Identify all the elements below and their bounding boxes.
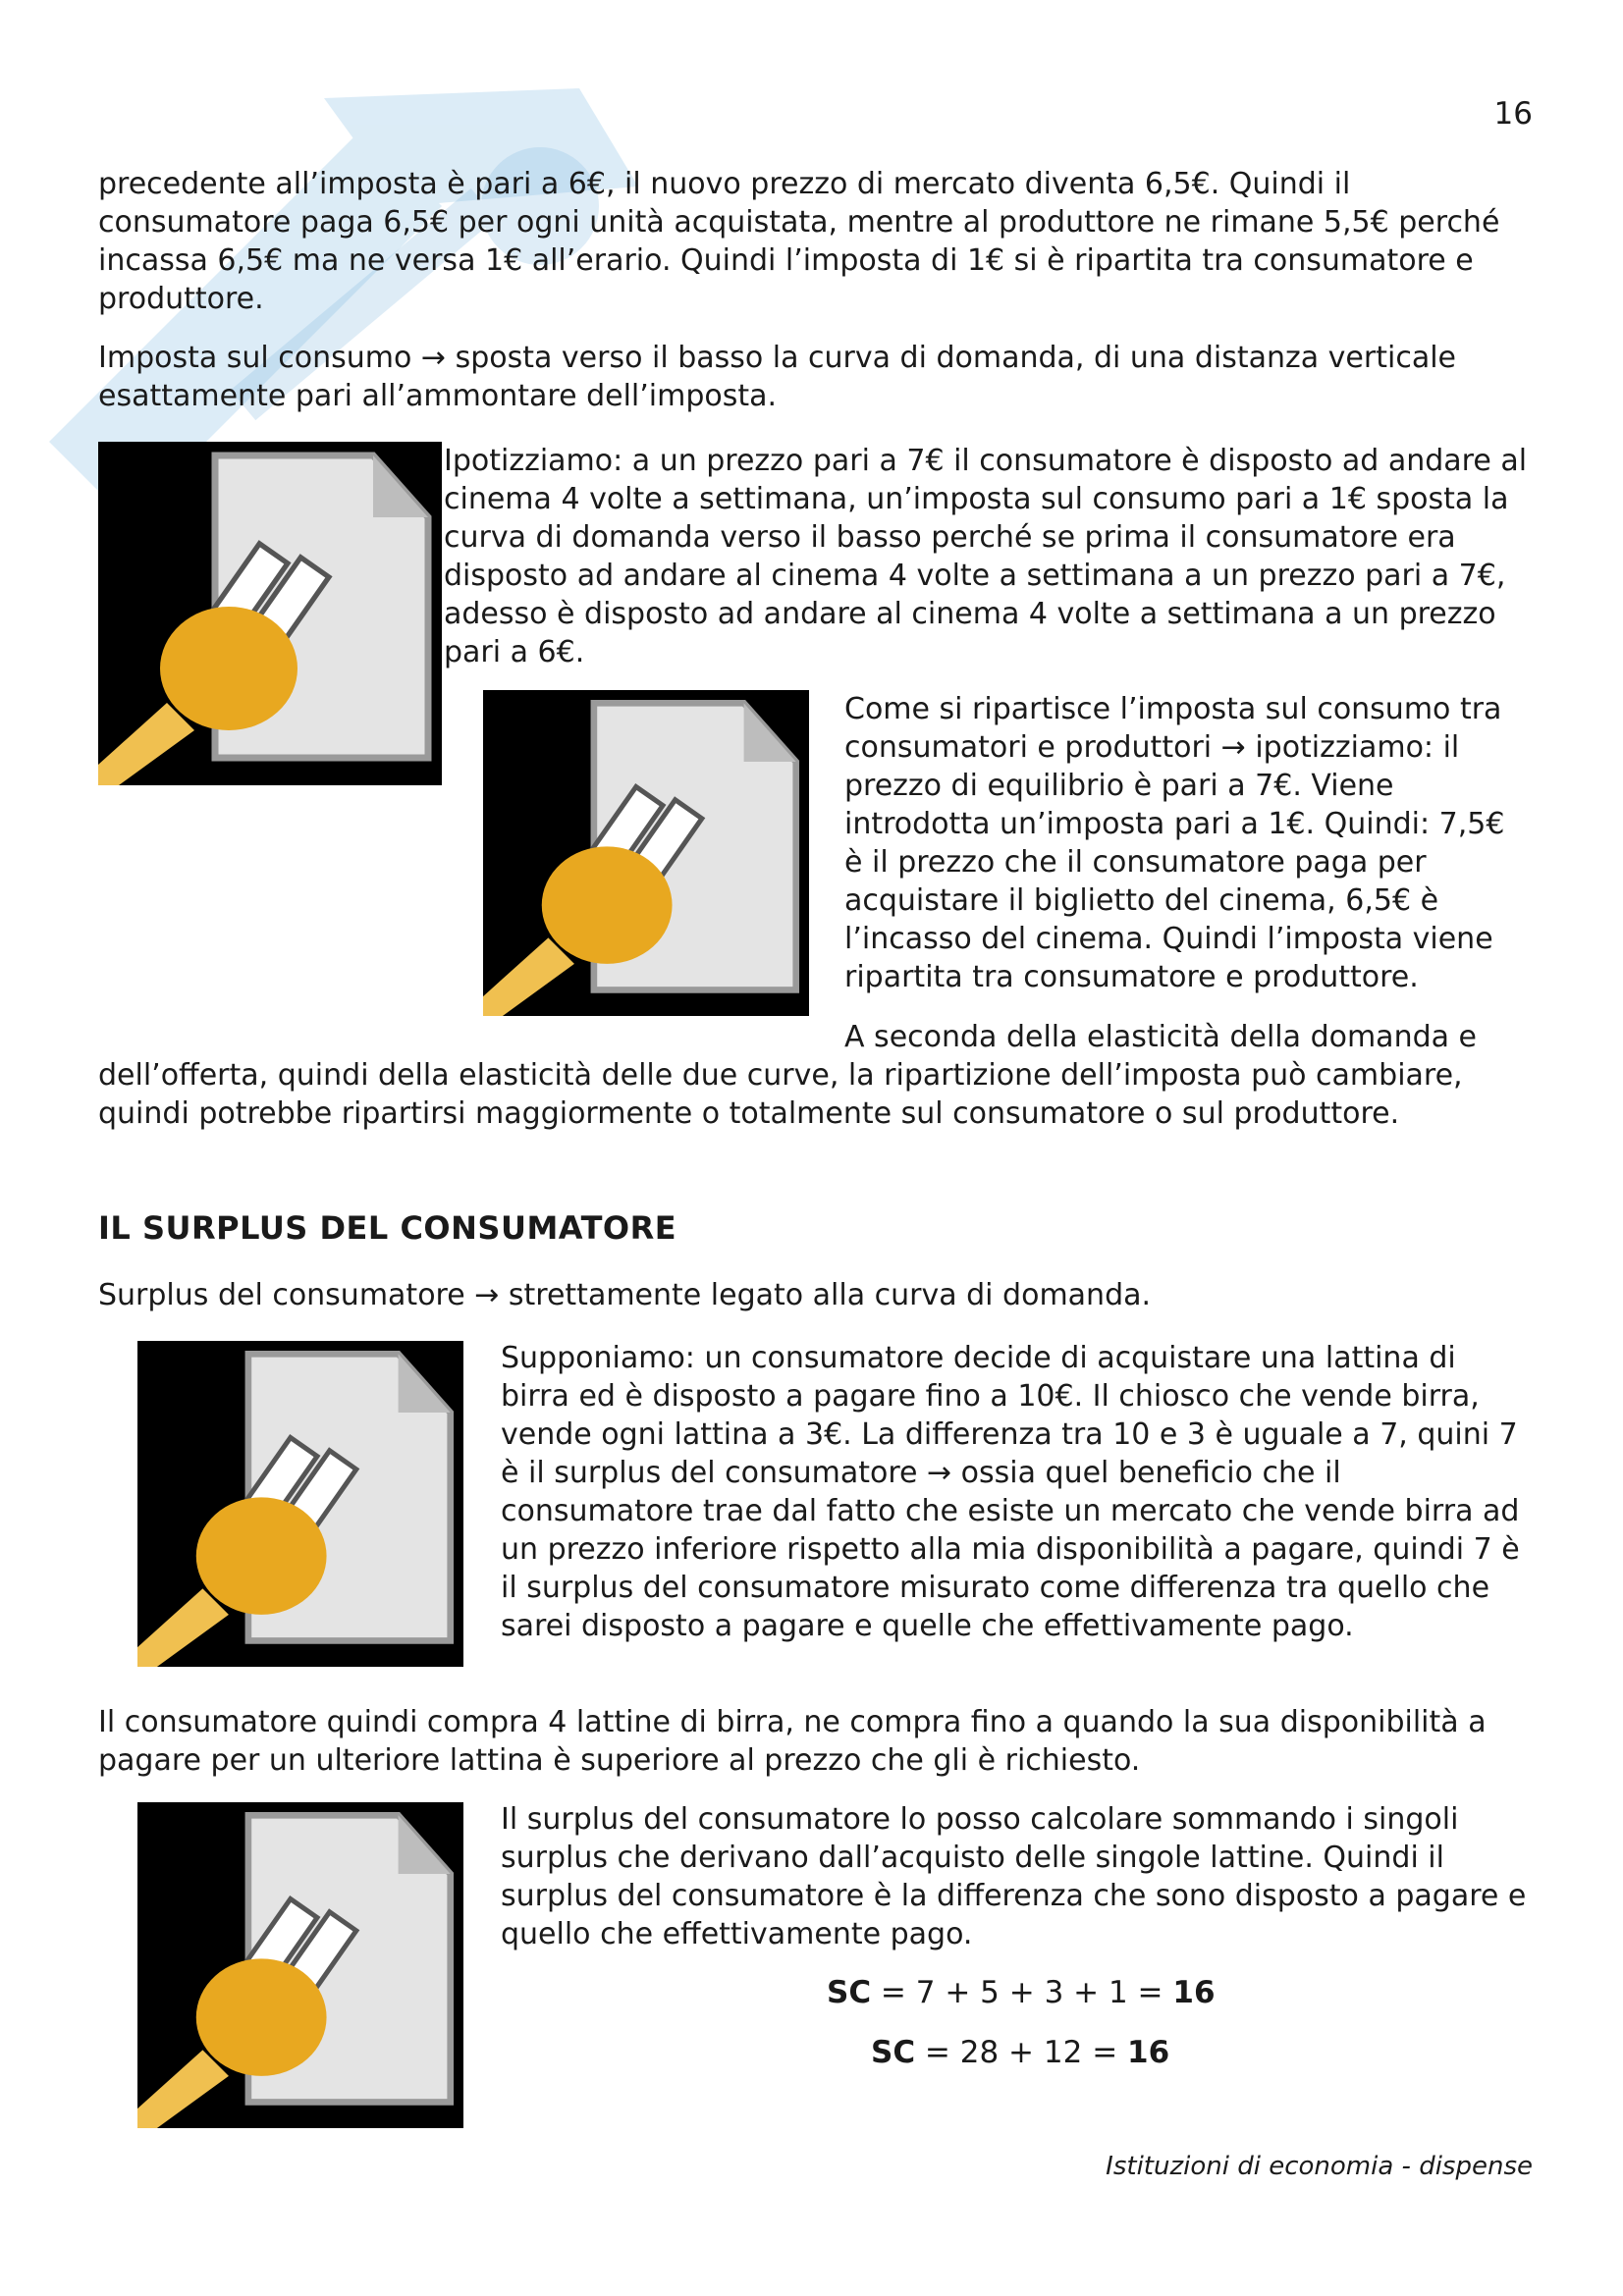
page-number: 16	[1493, 96, 1533, 132]
paragraph-elasticity: A seconda della elasticità della domanda e dell’offerta, quindi della elasticità delle due curve, la ripartizione dell’imposta può cambiare, quindi potrebbe ripartirsi maggiormente o totalmente sul consumatore o sul produttore.	[98, 1020, 1478, 1131]
paragraph-tax-distribution: precedente all’imposta è pari a 6€, il nuovo prezzo di mercato diventa 6,5€. Quindi il consumatore paga 6,5€ per ogni unità acquistata, mentre al produttore ne rimane 5,5€ perché incassa 6,5€ ma ne versa 1€ all’erario. Quindi l’imposta di 1€ si è ripartita tra consumatore e produttore.	[98, 167, 1500, 316]
equation-result: 16	[1127, 2035, 1170, 2070]
paragraph-beer-example: Supponiamo: un consumatore decide di acquistare una lattina di birra ed è disposto a pagare fino a 10€. Il chiosco che vende birra, vende ogni lattina a 3€. La differenza tra 10 e 3 è uguale a 7, quini 7 è il surplus del consumatore → ossia quel beneficio che il consumatore trae dal fatto che esiste un mercato che vende birra ad un prezzo inferiore rispetto alla mia disponibilità a pagare, quindi 7 è il surplus del consumatore misurato come differenza tra quello che sarei disposto a pagare e quelle che effettivamente pago.	[501, 1341, 1520, 1643]
missing-plugin-image	[98, 442, 442, 785]
equation-label: SC	[827, 1975, 872, 2010]
page-footer: Istituzioni di economia - dispense	[1106, 2152, 1533, 2181]
equation-expression: = 7 + 5 + 3 + 1 =	[871, 1975, 1173, 2010]
equation-result: 16	[1172, 1975, 1216, 2010]
missing-plugin-icon	[137, 1341, 463, 1667]
equation-sum-surplus	[827, 1975, 1216, 2010]
equation-expression: = 28 + 12 =	[915, 2035, 1128, 2070]
paragraph-surplus-calculation: Il surplus del consumatore lo posso calcolare sommando i singoli surplus che derivano dall’acquisto delle singole lattine. Quindi il surplus del consumatore è la differenza che sono disposto a pagare e quello che effettivamente pago.	[501, 1802, 1527, 1951]
section-heading: IL SURPLUS DEL CONSUMATORE	[98, 1209, 677, 1247]
equation-label: SC	[871, 2035, 916, 2070]
equation-total-surplus	[871, 2035, 1169, 2070]
paragraph-surplus-definition: Surplus del consumatore → strettamente legato alla curva di domanda.	[98, 1278, 1152, 1312]
paragraph-tax-split: Come si ripartisce l’imposta sul consumo tra consumatori e produttori → ipotizziamo: il prezzo di equilibrio è pari a 7€. Viene introdotta un’imposta pari a 1€. Quindi: 7,5€ è il prezzo che il consumatore paga per acquistare il biglietto del cinema, 6,5€ è l’incasso del cinema. Quindi l’imposta viene ripartita tra consumatore e produttore.	[844, 692, 1505, 994]
missing-plugin-icon	[98, 442, 442, 785]
missing-plugin-icon	[137, 1802, 463, 2128]
paragraph-four-cans: Il consumatore quindi compra 4 lattine di birra, ne compra fino a quando la sua disponibilità a pagare per un ulteriore lattina è superiore al prezzo che gli è richiesto.	[98, 1705, 1487, 1778]
missing-plugin-image	[483, 690, 809, 1016]
paragraph-hypothesis-cinema: Ipotizziamo: a un prezzo pari a 7€ il consumatore è disposto ad andare al cinema 4 volte a settimana, un’imposta sul consumo pari a 1€ sposta la curva di domanda verso il basso perché se prima il consumatore era disposto ad andare al cinema 4 volte a settimana a un prezzo pari a 7€, adesso è disposto ad andare al cinema 4 volte a settimana a un prezzo pari a 6€.	[444, 444, 1528, 669]
missing-plugin-image	[137, 1802, 463, 2128]
missing-plugin-image	[137, 1341, 463, 1667]
paragraph-consumption-tax: Imposta sul consumo → sposta verso il basso la curva di domanda, di una distanza verticale esattamente pari all’ammontare dell’imposta.	[98, 341, 1456, 413]
missing-plugin-icon	[483, 690, 809, 1016]
